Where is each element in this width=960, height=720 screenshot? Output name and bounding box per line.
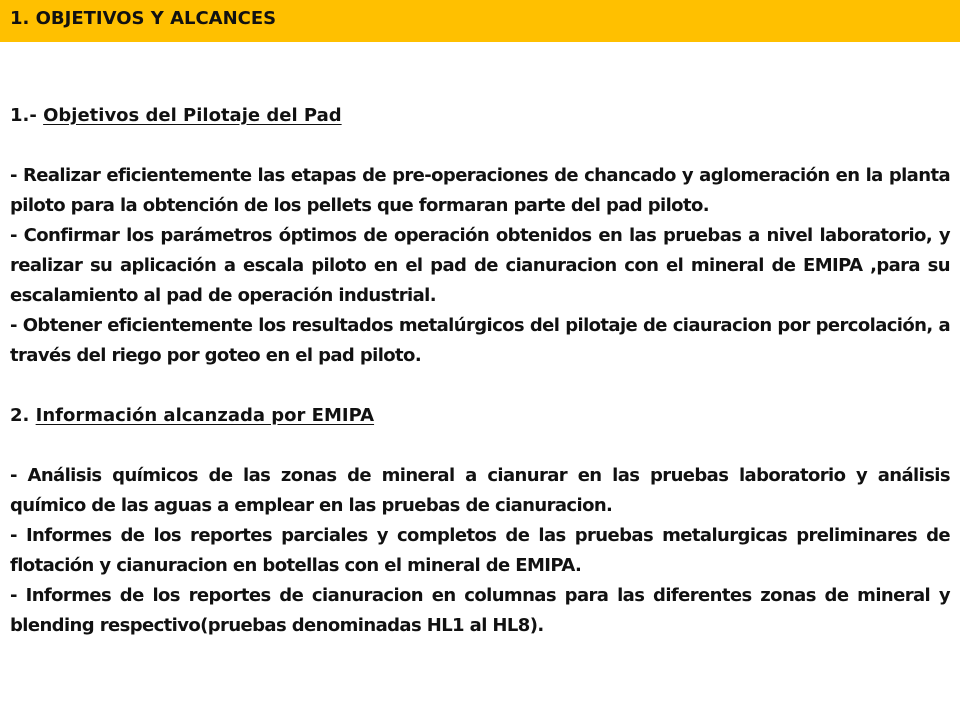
spacer [10, 131, 950, 161]
section-1-number: 1.- [10, 105, 44, 126]
section-2-number: 2. [10, 405, 36, 426]
section-1-title: Objetivos del Pilotaje del Pad [43, 105, 342, 126]
section-1-item: - Realizar eficientemente las etapas de pre-operaciones de chancado y aglomeración en la planta piloto para la obtención de los pellets que formaran parte del pad piloto. [10, 165, 950, 216]
section-2-heading [10, 401, 950, 431]
section-2-item: - Informes de los reportes parciales y completos de las pruebas metalurgicas preliminares de flotación y cianuracion en botellas con el mineral de EMIPA. [10, 525, 950, 576]
section-2-title: Información alcanzada por EMIPA [35, 405, 375, 426]
section-2-item: - Análisis químicos de las zonas de mineral a cianurar en las pruebas laboratorio y análisis químico de las aguas a emplear en las pruebas de cianuracion. [10, 465, 950, 516]
spacer [10, 431, 950, 461]
section-1-item: - Obtener eficientemente los resultados metalúrgicos del pilotaje de ciauracion por percolación, a través del riego por goteo en el pad piloto. [10, 315, 950, 366]
spacer [10, 371, 950, 401]
page-title: 1. OBJETIVOS Y ALCANCES [10, 8, 277, 29]
section-1-heading [10, 101, 950, 131]
title-bar [0, 0, 960, 42]
section-2-item: - Informes de los reportes de cianuracion en columnas para las diferentes zonas de mineral y blending respectivo(pruebas denominadas HL1 al HL8). [10, 585, 950, 636]
section-1-item: - Confirmar los parámetros óptimos de operación obtenidos en las pruebas a nivel laboratorio, y realizar su aplicación a escala piloto en el pad de cianuracion con el mineral de EMIPA ,para su escalamiento al pad de operación industrial. [10, 225, 950, 306]
slide-body [10, 101, 950, 641]
